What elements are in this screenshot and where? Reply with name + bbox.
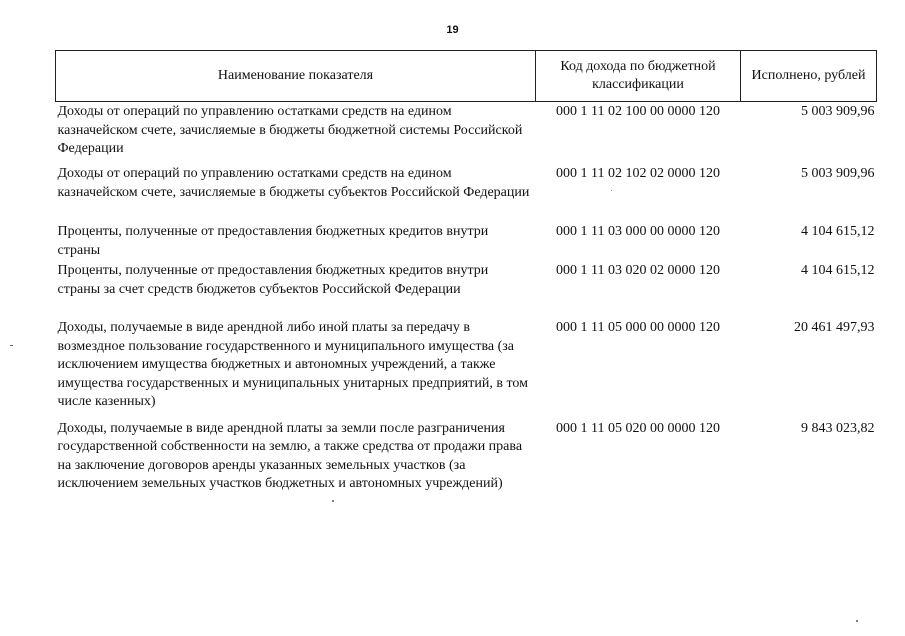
row-name: Доходы, получаемые в виде арендной платы за земли после разграничения государственной собственности на землю, а также средства от продажи права на заключение договоров аренды указанных земельных участков (за исключением земельных участков бюджетных и автономных учреждений) <box>57 420 523 491</box>
scan-speck <box>332 500 334 502</box>
header-name: Наименование показателя <box>56 51 536 102</box>
row-name: Доходы от операций по управлению остатками средств на едином казначейском счете, зачисляемые в бюджеты бюджетной системы Российской Федерации <box>57 104 523 156</box>
row-amount: 5 003 909,96 <box>801 104 875 119</box>
revenue-table <box>55 50 877 512</box>
scan-speck <box>611 190 612 191</box>
row-amount: 4 104 615,12 <box>801 224 875 239</box>
row-amount: 9 843 023,82 <box>801 420 875 436</box>
scan-speck <box>10 345 13 346</box>
header-amount: Исполнено, рублей <box>741 51 877 102</box>
row-code: 000 1 11 05 020 00 0000 120 <box>556 420 720 436</box>
row-code: 000 1 11 02 102 02 0000 120 <box>556 166 720 181</box>
table-row <box>56 318 877 420</box>
scan-speck <box>856 620 858 622</box>
row-code: 000 1 11 02 100 00 0000 120 <box>556 104 720 119</box>
row-name: Доходы, получаемые в виде арендной либо иной платы за передачу в возмездное пользование государственного и муниципального имущества (за исключением имущества бюджетных и автономных учреждений, а также имущества государственных и муниципальных унитарных предприятий, в том числе казенных) <box>57 320 528 409</box>
row-amount: 5 003 909,96 <box>801 166 875 181</box>
row-amount: 20 461 497,93 <box>794 320 875 335</box>
row-amount: 4 104 615,12 <box>801 263 875 278</box>
table-row <box>56 223 877 262</box>
header-code: Код дохода по бюджетной классификации <box>536 51 741 102</box>
row-code: 000 1 11 03 000 00 0000 120 <box>556 224 720 239</box>
page-number: 19 <box>446 24 459 36</box>
row-name: Проценты, полученные от предоставления бюджетных кредитов внутри страны за счет средств бюджетов субъектов Российской Федерации <box>57 263 489 297</box>
row-code: 000 1 11 05 000 00 0000 120 <box>556 320 720 335</box>
row-code: 000 1 11 03 020 02 0000 120 <box>556 263 720 278</box>
row-name: Проценты, полученные от предоставления бюджетных кредитов внутри страны <box>57 224 489 258</box>
row-name: Доходы от операций по управлению остатками средств на едином казначейском счете, зачисляемые в бюджеты субъектов Российской Федерации <box>57 166 530 200</box>
table-row <box>56 420 877 512</box>
table-header-row <box>56 51 877 102</box>
table-row <box>56 165 877 223</box>
table-row <box>56 102 877 166</box>
table-row <box>56 262 877 318</box>
